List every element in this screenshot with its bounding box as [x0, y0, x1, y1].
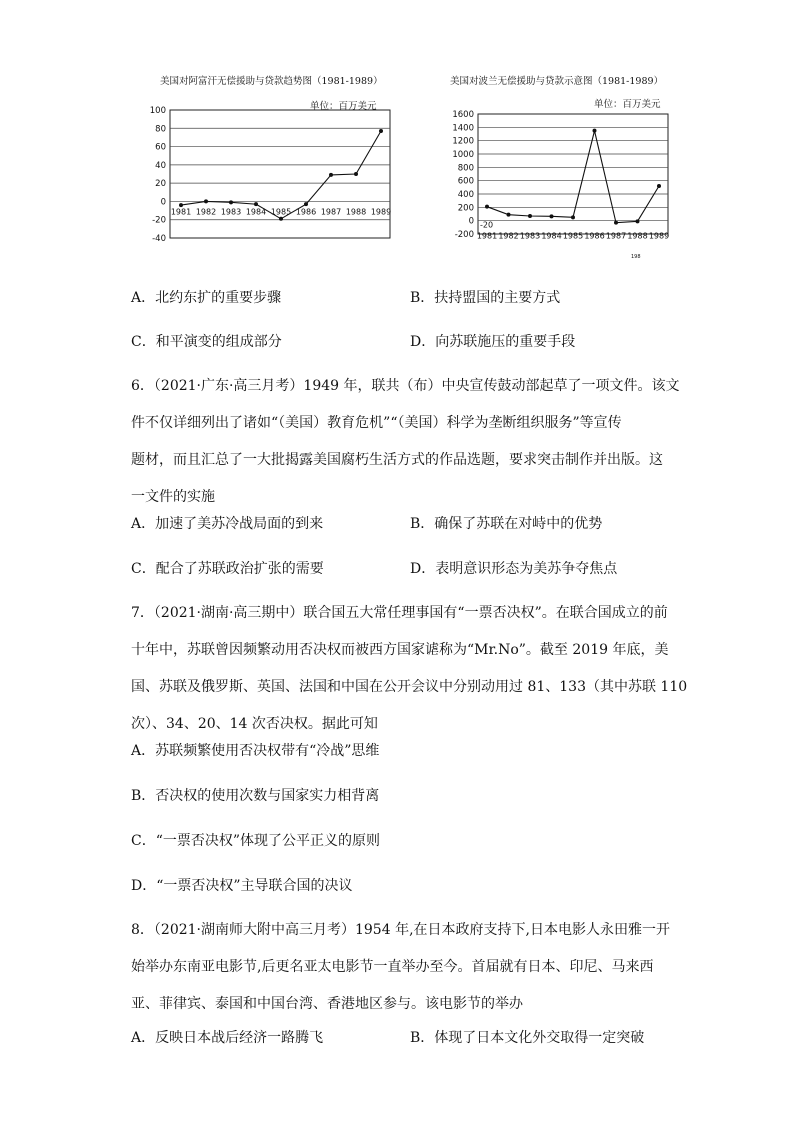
q8-line: 8．（2021·湖南师大附中高三月考）1954 年,在日本政府支持下,日本电影人永田雅一开: [131, 922, 670, 938]
x-tick-label: 1983: [519, 231, 541, 241]
x-tick-label: 1989: [648, 231, 670, 241]
x-tick-label: 1984: [541, 231, 562, 241]
x-tick-label: 1982: [498, 231, 519, 241]
y-tick-label: 100: [149, 106, 166, 116]
data-point: [657, 184, 661, 188]
poland-aid-chart: [440, 68, 680, 268]
q5-option-b: B．扶持盟国的主要方式: [410, 290, 561, 306]
q7-stem: [131, 599, 688, 738]
q7-option-b: B．否决权的使用次数与国家实力相背离: [131, 788, 380, 804]
chart-title: 美国对波兰无偿援助与贷款示意图（1981-1989）: [450, 76, 664, 87]
data-point: [550, 214, 554, 218]
q6-option-d: D．表明意识形态为美苏争夺焦点: [410, 561, 618, 577]
x-tick-label: 1989: [370, 207, 392, 217]
x-tick-label: 1986: [295, 207, 317, 217]
data-point: [229, 200, 233, 204]
y-tick-label: 40: [155, 160, 166, 171]
y-tick-label: 20: [155, 179, 166, 190]
q6-option-b: B．确保了苏联在对峙中的优势: [410, 516, 603, 532]
q7-option-d: D．“一票否决权”主导联合国的决议: [131, 878, 353, 894]
data-point: [179, 203, 183, 207]
q8-option-b: B．体现了日本文化外交取得一定突破: [410, 1030, 645, 1046]
series-line: [181, 131, 381, 219]
data-point: [329, 173, 333, 177]
data-point: [254, 202, 258, 206]
q8-option-a: A．反映日本战后经济一路腾飞: [131, 1030, 324, 1046]
y-tick-label: 80: [155, 124, 166, 135]
q6-line: 6．（2021·广东·高三月考）1949 年，联共（布）中央宣传鼓动部起草了一项文件。该文: [131, 378, 680, 394]
y-tick-label: -20: [152, 215, 166, 226]
x-tick-label: 1987: [320, 207, 342, 217]
y-tick-label: 1600: [452, 110, 474, 120]
q6-line: 件不仅详细列出了诸如“（美国）教育危机”“（美国）科学为垄断组织服务”等宣传: [131, 415, 622, 431]
q7-line: 次）、34、20、14 次否决权。据此可知: [131, 716, 378, 732]
q7-option-c: C．“一票否决权”体现了公平正义的原则: [131, 833, 381, 849]
x-tick-label: 1984: [245, 207, 267, 217]
q6-line: 题材，而且汇总了一大批揭露美国腐朽生活方式的作品选题，要求突击制作并出版。这: [131, 452, 663, 468]
x-tick-label: 1982: [195, 207, 217, 217]
data-point: [507, 213, 511, 217]
y-tick-label: 200: [457, 203, 474, 214]
x-tick-label: 1983: [220, 207, 242, 217]
data-point: [636, 219, 640, 223]
chart-title: 美国对阿富汗无偿援助与贷款趋势图（1981-1989）: [160, 76, 383, 87]
y-tick-label: 1200: [452, 136, 474, 147]
y-tick-label: 60: [155, 142, 166, 153]
q7-line: 十年中，苏联曾因频繁动用否决权而被西方国家谑称为“Mr.No”。截至 2019 年底，美: [131, 642, 669, 658]
chart-unit: 单位：百万美元: [594, 99, 661, 110]
y-tick-label: -40: [152, 234, 166, 244]
y-tick-label: 0: [160, 197, 166, 208]
y-tick-label: 1400: [452, 123, 474, 134]
data-point: [593, 129, 597, 133]
y-tick-label: -200: [454, 230, 474, 240]
x-tick-label: 1986: [584, 231, 605, 241]
x-tick-label: 1988: [627, 231, 648, 241]
q6-option-c: C．配合了苏联政治扩张的需要: [131, 561, 324, 577]
q5-option-a: A．北约东扩的重要步骤: [131, 290, 282, 306]
q7-line: 7．（2021·湖南·高三期中）联合国五大常任理事国有“一票否决权”。在联合国成立的前: [131, 605, 668, 621]
y-tick-label: 1000: [452, 150, 474, 160]
x-tick-label: 1985: [270, 207, 292, 217]
q8-line: 亚、菲律宾、泰国和中国台湾、香港地区参与。该电影节的举办: [131, 996, 523, 1012]
data-point: [528, 214, 532, 218]
extra-label: -20: [480, 220, 494, 230]
data-point: [204, 199, 208, 203]
data-point: [614, 221, 618, 225]
data-point: [279, 217, 283, 221]
y-tick-label: 800: [457, 163, 474, 174]
data-point: [354, 172, 358, 176]
x-tick-label: 1981: [170, 207, 192, 217]
chart-plot: [128, 68, 400, 248]
data-point: [379, 129, 383, 133]
chart-unit: 单位：百万美元: [310, 101, 377, 112]
x-tick-label: 1987: [605, 231, 627, 241]
stray-label: 198: [631, 254, 641, 260]
chart-plot: [440, 68, 680, 268]
q7-option-a: A．苏联频繁使用否决权带有“冷战”思维: [131, 743, 380, 759]
q5-option-d: D．向苏联施压的重要手段: [410, 334, 576, 350]
x-tick-label: 1988: [345, 207, 367, 217]
y-tick-label: 0: [468, 216, 474, 227]
series-line: [487, 131, 659, 223]
q7-line: 国、苏联及俄罗斯、英国、法国和中国在公开会议中分别动用过 81、133（其中苏联 110: [131, 679, 688, 695]
q5-option-c: C．和平演变的组成部分: [131, 334, 282, 350]
x-tick-label: 1985: [562, 231, 584, 241]
afghanistan-aid-chart: [128, 68, 400, 248]
q6-line: 一文件的实施: [131, 489, 215, 505]
data-point: [485, 205, 489, 209]
data-point: [304, 202, 308, 206]
q6-option-a: A．加速了美苏冷战局面的到来: [131, 516, 324, 532]
data-point: [571, 215, 575, 219]
q8-stem: [131, 916, 670, 1018]
y-tick-label: 600: [457, 176, 474, 187]
q8-line: 始举办东南亚电影节,后更名亚太电影节一直举办至今。首届就有日本、印尼、马来西: [131, 959, 654, 975]
q6-stem: [131, 372, 680, 511]
y-tick-label: 400: [457, 190, 474, 200]
x-tick-label: 1981: [476, 231, 498, 241]
